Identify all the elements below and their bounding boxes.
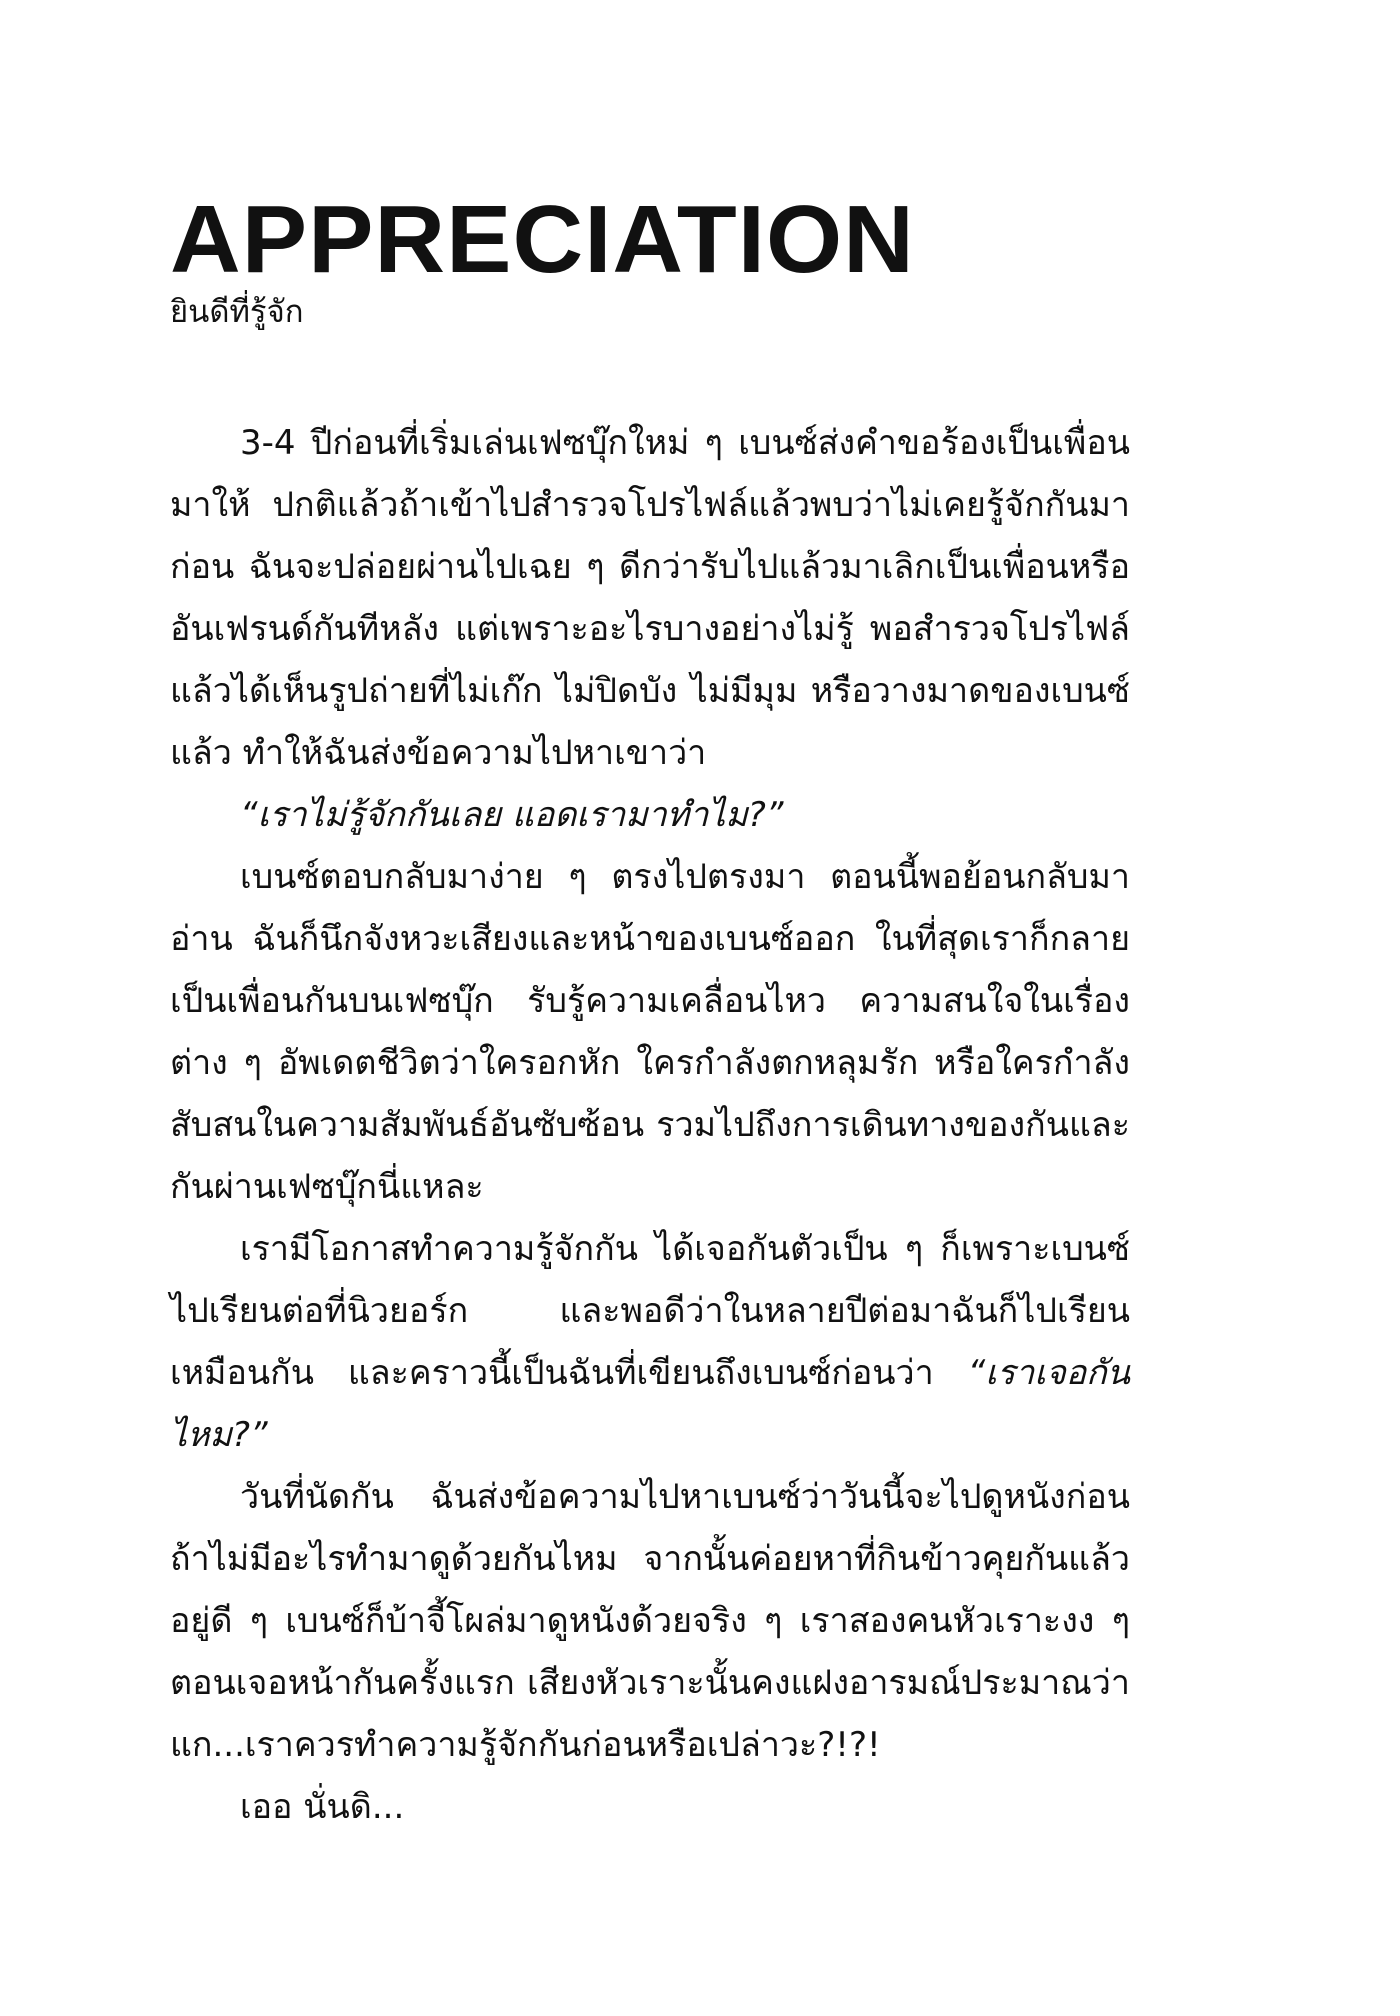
paragraph xyxy=(170,1776,1130,1838)
paragraph-text: เออ นั่นดิ... xyxy=(240,1787,405,1827)
paragraph xyxy=(170,1218,1130,1466)
paragraph xyxy=(170,784,1130,846)
paragraph-text: เรามีโอกาสทำความรู้จักกัน ได้เจอกันตัวเป็น ๆ ก็เพราะเบนซ์ไปเรียนต่อที่นิวยอร์ก และพอดีว่าในหลายปีต่อมาฉันก็ไปเรียนเหมือนกัน และคราวนี้เป็นฉันที่เขียนถึงเบนซ์ก่อนว่า xyxy=(170,1229,1130,1393)
quote-text: “เราเจอกันไหม?” xyxy=(170,1353,1130,1455)
paragraph xyxy=(170,1466,1130,1776)
chapter-title: APPRECIATION xyxy=(170,186,915,293)
body-text xyxy=(170,412,1130,1838)
paragraph xyxy=(170,846,1130,1218)
quote-text: “เราไม่รู้จักกันเลย แอดเรามาทำไม?” xyxy=(240,795,784,835)
paragraph-text: วันที่นัดกัน ฉันส่งข้อความไปหาเบนซ์ว่าวันนี้จะไปดูหนังก่อนถ้าไม่มีอะไรทำมาดูด้วยกันไหม จากนั้นค่อยหาที่กินข้าวคุยกันแล้วอยู่ดี ๆ เบนซ์ก็บ้าจี้โผล่มาดูหนังด้วยจริง ๆ เราสองคนหัวเราะงง ๆ ตอนเจอหน้ากันครั้งแรก เสียงหัวเราะนั้นคงแฝงอารมณ์ประมาณว่า แก...เราควรทำความรู้จักกันก่อนหรือเปล่าวะ?!?! xyxy=(170,1477,1130,1765)
chapter-subtitle: ยินดีที่รู้จัก xyxy=(170,294,304,330)
paragraph-text: เบนซ์ตอบกลับมาง่าย ๆ ตรงไปตรงมา ตอนนี้พอย้อนกลับมาอ่าน ฉันก็นึกจังหวะเสียงและหน้าของเบนซ์ออก ในที่สุดเราก็กลายเป็นเพื่อนกันบนเฟซบุ๊ก รับรู้ความเคลื่อนไหว ความสนใจในเรื่องต่าง ๆ อัพเดตชีวิตว่าใครอกหัก ใครกำลังตกหลุมรัก หรือใครกำลังสับสนในความสัมพันธ์อันซับซ้อน รวมไปถึงการเดินทางของกันและกันผ่านเฟซบุ๊กนี่แหละ xyxy=(170,857,1130,1207)
page xyxy=(170,186,1130,1838)
paragraph-text: 3-4 ปีก่อนที่เริ่มเล่นเฟซบุ๊กใหม่ ๆ เบนซ์ส่งคำขอร้องเป็นเพื่อนมาให้ ปกติแล้วถ้าเข้าไปสำรวจโปรไฟล์แล้วพบว่าไม่เคยรู้จักกันมาก่อน ฉันจะปล่อยผ่านไปเฉย ๆ ดีกว่ารับไปแล้วมาเลิกเป็นเพื่อนหรืออันเฟรนด์กันทีหลัง แต่เพราะอะไรบางอย่างไม่รู้ พอสำรวจโปรไฟล์แล้วได้เห็นรูปถ่ายที่ไม่เก๊ก ไม่ปิดบัง ไม่มีมุม หรือวางมาดของเบนซ์แล้ว ทำให้ฉันส่งข้อความไปหาเขาว่า xyxy=(170,423,1130,773)
paragraph xyxy=(170,412,1130,784)
